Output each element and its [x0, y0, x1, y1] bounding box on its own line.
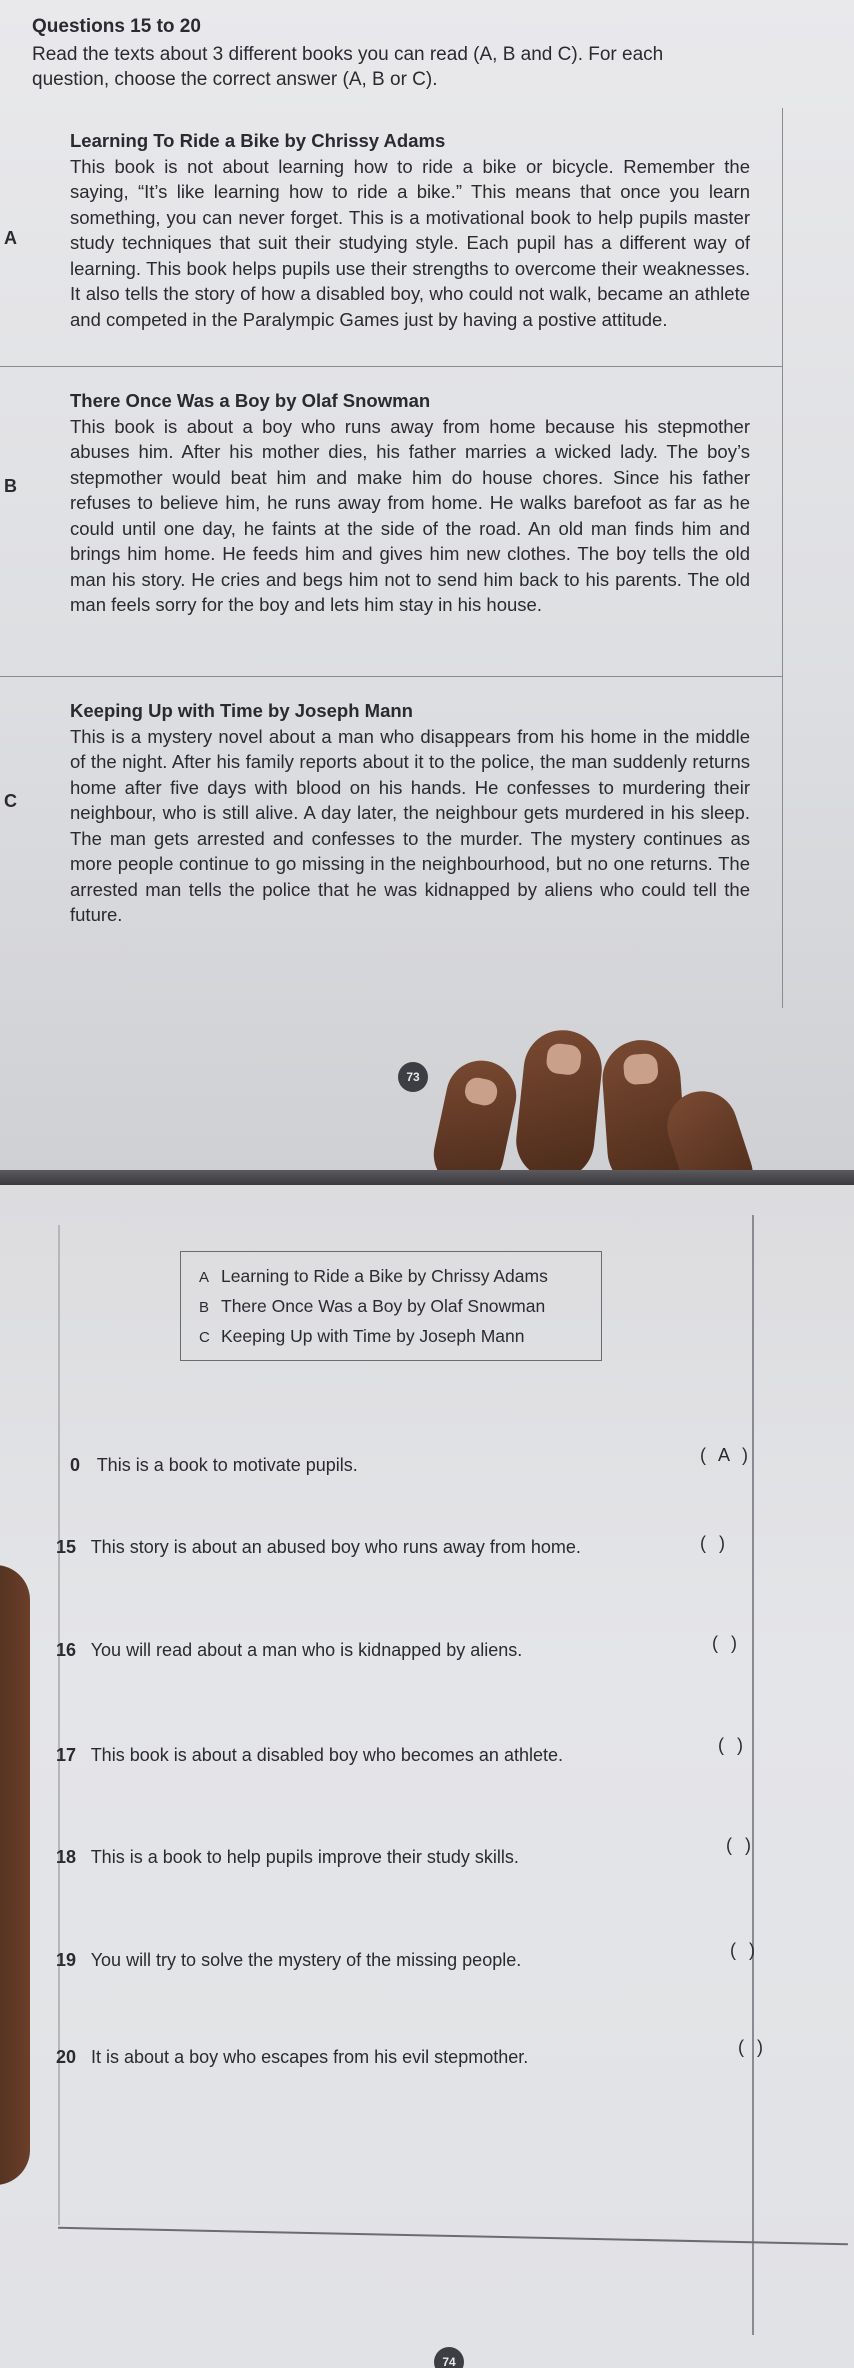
option-b [199, 1296, 545, 1317]
book-title: Keeping Up with Time by Joseph Mann [70, 700, 413, 721]
answer-slot[interactable]: ( ) [730, 1940, 759, 1960]
question-15 [56, 1537, 756, 1558]
thumb-image [0, 1565, 30, 2185]
question-text: This is a book to motivate pupils. [96, 1455, 358, 1475]
question-19 [56, 1950, 756, 1971]
right-border [752, 1215, 754, 2335]
question-number: 16 [56, 1640, 77, 1660]
answer-slot[interactable]: ( ) [712, 1633, 741, 1653]
question-text: This book is about a disabled boy who becomes an athlete. [90, 1745, 563, 1765]
question-text: You will read about a man who is kidnapped by aliens. [90, 1640, 523, 1660]
section-c [0, 676, 782, 986]
question-number: 18 [56, 1847, 77, 1867]
section-letter: B [4, 476, 17, 496]
bottom-border [58, 2227, 848, 2245]
option-label: There Once Was a Boy by Olaf Snowman [221, 1296, 546, 1316]
option-letter: B [199, 1299, 210, 1316]
section-a [0, 108, 782, 367]
question-0 [70, 1455, 770, 1476]
book-title: There Once Was a Boy by Olaf Snowman [70, 390, 431, 411]
answer-slot[interactable]: ( A ) [700, 1445, 753, 1465]
book-texts-box [0, 108, 783, 1008]
option-label: Keeping Up with Time by Joseph Mann [221, 1326, 525, 1346]
questions-page [0, 1185, 854, 2368]
margin-line [58, 1225, 60, 2225]
question-18 [56, 1847, 756, 1868]
question-number: 19 [56, 1950, 77, 1970]
answer-slot[interactable]: ( ) [726, 1835, 755, 1855]
question-number: 17 [56, 1745, 77, 1765]
section-body [70, 698, 750, 928]
question-17 [56, 1745, 756, 1766]
book-description: This book is about a boy who runs away from home because his stepmother abuses him. After his mother dies, his father marries a wicked lady. The boy’s stepmother would beat him and make him do house chores. Since his father refuses to believe him, he runs away from home. He walks barefoot as far as he could until one day, he faints at the side of the road. An old man finds him and brings him home. He feeds him and gives him new clothes. The boy tells the old man his story. He cries and begs him not to send him back to his parents. The old man feels sorry for the boy and lets him stay in his house. [70, 415, 750, 615]
option-letter: A [199, 1269, 210, 1286]
answer-slot[interactable]: ( ) [700, 1533, 729, 1553]
page-number-badge: 74 [434, 2347, 464, 2368]
question-number: 15 [56, 1537, 77, 1557]
page-gap [0, 1170, 854, 1185]
book-title: Learning To Ride a Bike by Chrissy Adams [70, 130, 446, 151]
answer-slot[interactable]: ( ) [738, 2037, 767, 2057]
section-body [70, 388, 750, 618]
answer-slot[interactable]: ( ) [718, 1735, 747, 1755]
question-16 [56, 1640, 756, 1661]
book-description: This book is not about learning how to ride a bike or bicycle. Remember the saying, “It’s like learning how to ride a bike.” This means that once you learn something, you can never forget. This is a motivational book to help pupils master study techniques that suit their studying style. Each pupil has a different way of learning. This book helps pupils use their strengths to overcome their weaknesses. It also tells the story of how a disabled boy, who could not walk, became an athlete and competed in the Paralympic Games just by having a postive attitude. [70, 155, 750, 330]
option-label: Learning to Ride a Bike by Chrissy Adams [221, 1266, 548, 1286]
question-text: You will try to solve the mystery of the missing people. [90, 1950, 522, 1970]
section-letter: A [4, 228, 17, 248]
hand-fingers-image [440, 1030, 740, 1180]
instruction-text: Read the texts about 3 different books you can read (A, B and C). For each question, choose the correct answer (A, B or C). [32, 44, 664, 90]
questions-heading: Questions 15 to 20 [32, 16, 201, 37]
section-body [70, 128, 750, 332]
question-number: 20 [56, 2047, 77, 2067]
section-letter: C [4, 791, 17, 811]
page-number-badge: 73 [398, 1062, 428, 1092]
option-letter: C [199, 1329, 210, 1346]
question-text: It is about a boy who escapes from his evil stepmother. [91, 2047, 529, 2067]
question-20 [56, 2047, 756, 2068]
question-number: 0 [70, 1455, 81, 1475]
question-text: This is a book to help pupils improve their study skills. [90, 1847, 519, 1867]
option-a [199, 1266, 548, 1287]
question-text: This story is about an abused boy who runs away from home. [90, 1537, 581, 1557]
section-b [0, 366, 782, 677]
option-c [199, 1326, 525, 1347]
options-box [180, 1251, 602, 1361]
book-description: This is a mystery novel about a man who disappears from his home in the middle of the night. After his family reports about it to the police, the man suddenly returns home after five days with blood on his hands. He confesses to murdering their neighbour, who is still alive. A day later, the neighbour gets murdered in his sleep. The man gets arrested and confesses to the murder. The mystery continues as more people continue to go missing in the neighbourhood, but no one returns. The arrested man tells the police that he was kidnapped by aliens who could tell the future. [70, 725, 750, 925]
